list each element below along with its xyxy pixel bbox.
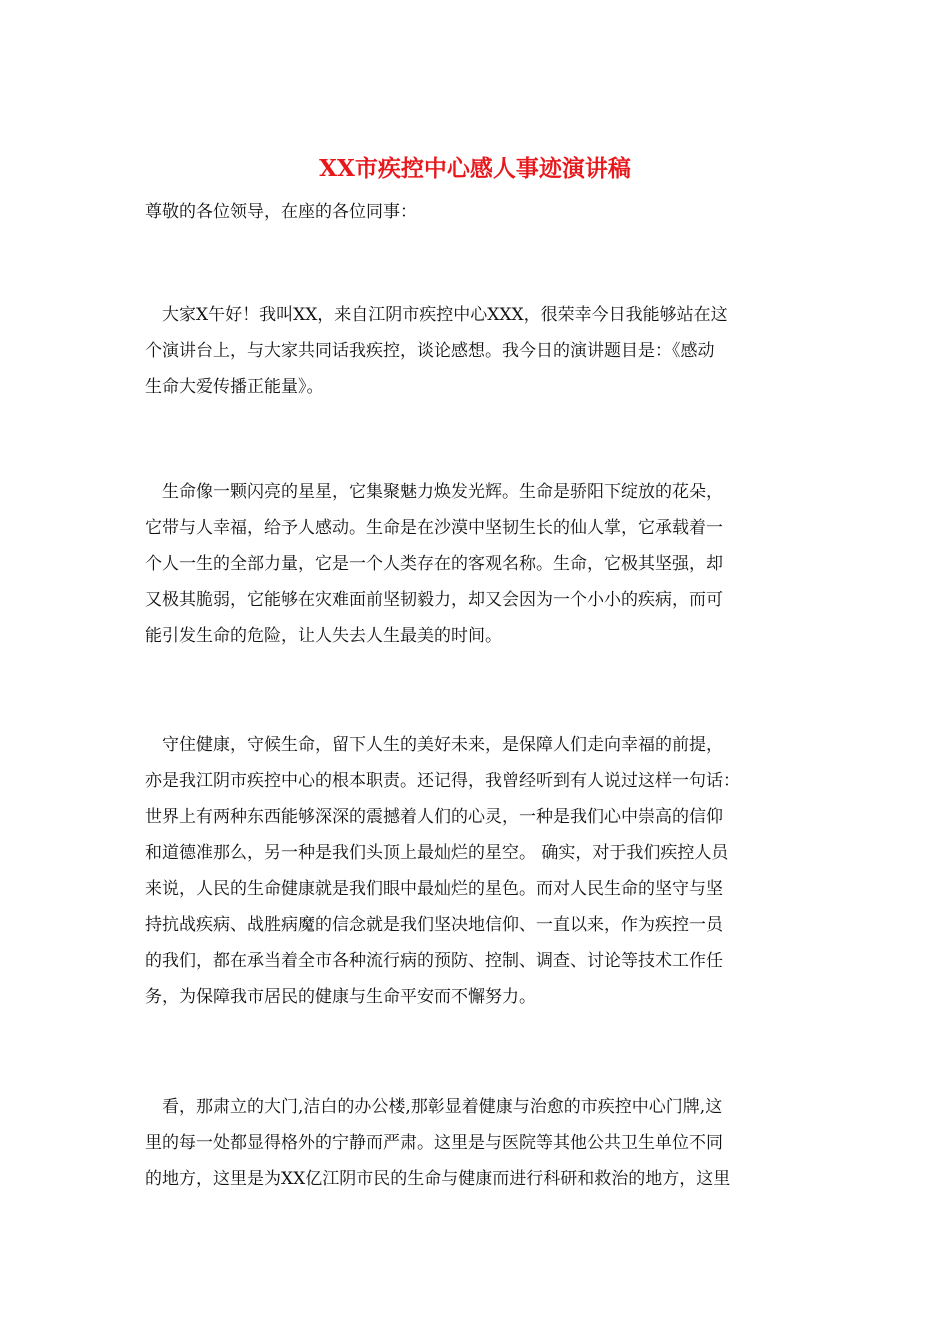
paragraph-line: 持抗战疾病、战胜病魔的信念就是我们坚决地信仰、一直以来，作为疾控一员 (145, 915, 723, 935)
paragraph-line: 和道德准那么，另一种是我们头顶上最灿烂的星空。 确实，对于我们疾控人员 (145, 843, 729, 863)
paragraph-line: 守住健康，守候生命，留下人生的美好未来，是保障人们走向幸福的前提， (145, 735, 723, 755)
paragraph-line: 能引发生命的危险，让人失去人生最美的时间。 (145, 626, 502, 646)
paragraph-line: 个人一生的全部力量，它是一个人类存在的客观名称。生命，它极其坚强，却 (145, 554, 723, 574)
paragraph-line: 务，为保障我市居民的健康与生命平安而不懈努力。 (145, 987, 536, 1007)
paragraph-line: 亦是我江阴市疾控中心的根本职责。还记得，我曾经听到有人说过这样一句话： (145, 771, 740, 791)
paragraph-1 (145, 297, 810, 405)
paragraph-line: 生命大爱传播正能量》。 (145, 377, 324, 397)
paragraph-line: 的我们，都在承当着全市各种流行病的预防、控制、调查、讨论等技术工作任 (145, 951, 723, 971)
paragraph-2 (145, 474, 810, 654)
paragraph-line: 又极其脆弱，它能够在灾难面前坚韧毅力，却又会因为一个小小的疾病，而可 (145, 590, 723, 610)
paragraph-line: 看，那肃立的大门,洁白的办公楼,那彰显着健康与治愈的市疾控中心门牌,这 (145, 1097, 723, 1117)
paragraph-3 (145, 727, 810, 1015)
paragraph-line: 个演讲台上，与大家共同话我疾控，谈论感想。我今日的演讲题目是：《感动 (145, 341, 715, 361)
paragraph-line: 世界上有两种东西能够深深的震撼着人们的心灵，一种是我们心中崇高的信仰 (145, 807, 723, 827)
paragraph-line: 它带与人幸福，给予人感动。生命是在沙漠中坚韧生长的仙人掌，它承载着一 (145, 518, 723, 538)
paragraph-4 (145, 1089, 810, 1197)
salutation: 尊敬的各位领导，在座的各位同事： (145, 202, 417, 222)
paragraph-line: 来说，人民的生命健康就是我们眼中最灿烂的星色。而对人民生命的坚守与坚 (145, 879, 723, 899)
paragraph-line: 大家X午好！我叫XX，来自江阴市疾控中心XXX，很荣幸今日我能够站在这 (145, 305, 728, 325)
document-title: XX市疾控中心感人事迹演讲稿 (319, 155, 631, 182)
paragraph-line: 生命像一颗闪亮的星星，它集聚魅力焕发光辉。生命是骄阳下绽放的花朵， (145, 482, 723, 502)
paragraph-line: 里的每一处都显得格外的宁静而严肃。这里是与医院等其他公共卫生单位不同 (145, 1133, 723, 1153)
paragraph-line: 的地方，这里是为XX亿江阴市民的生命与健康而进行科研和救治的地方，这里 (145, 1169, 731, 1189)
